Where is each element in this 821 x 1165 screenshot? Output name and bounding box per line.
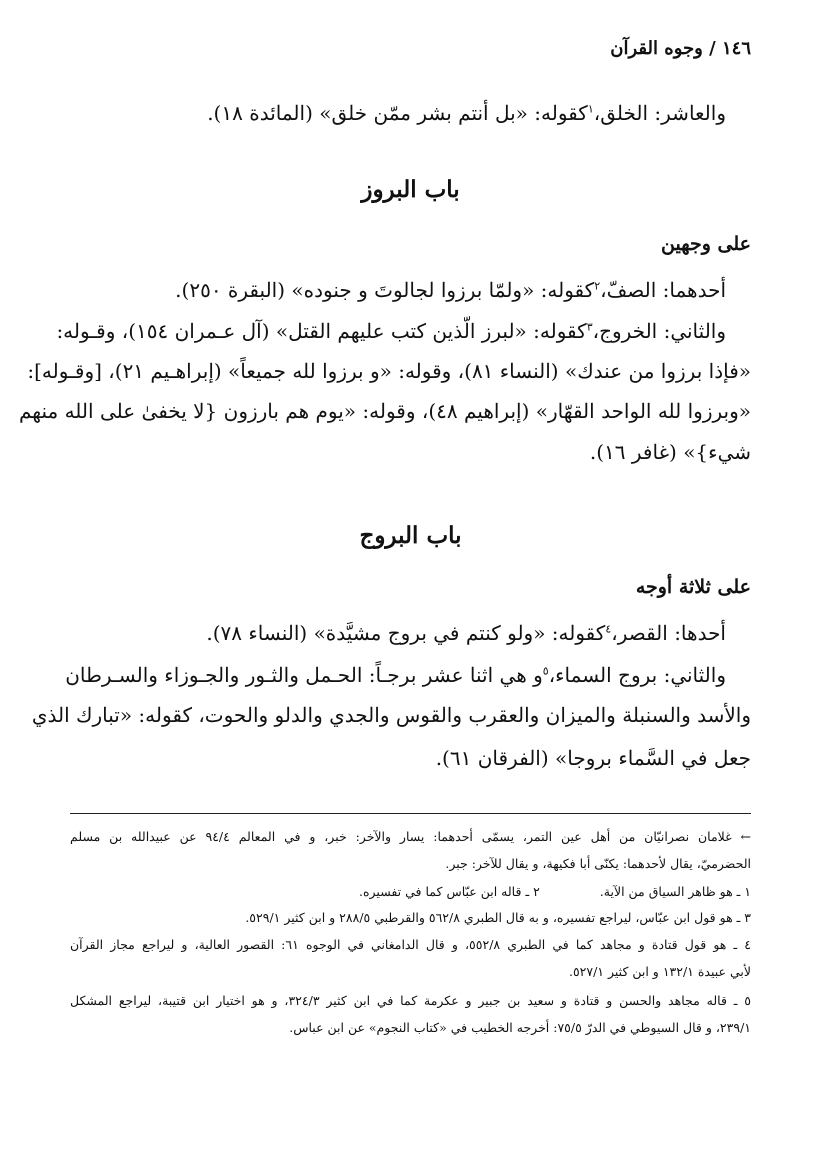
text-line-1 xyxy=(70,100,726,126)
text-line-5: «وبرزوا لله الواحد القهّار» (إبراهيم ٤٨)، وقوله: «يوم هم بارزون {لا يخفىٰ على الله منهم xyxy=(18,399,751,423)
section-heading-buruj: باب البروج xyxy=(359,522,462,549)
footnote-continued-line-1: ← غلامان نصرانيّان من أهل عين التمر، يسمّى أحدهما: يسار والآخر: خبر، و في المعالم ٩٤/٤ عن عبيدالله بن مسلم xyxy=(70,829,751,844)
text-line-2 xyxy=(70,277,726,303)
line-3-lead: والثاني: الخروج، xyxy=(592,319,726,343)
text-line-7 xyxy=(70,620,726,646)
text-line-3 xyxy=(56,318,726,344)
header-separator: / xyxy=(709,38,716,59)
footnote-ref-5: ٥ xyxy=(542,664,549,678)
footnote-5-line-2: ٢٣٩/١، و قال السيوطي في الدرّ ٧٥/٥: أخرجه الخطيب في «كتاب النجوم» عن ابن عباس. xyxy=(289,1020,751,1035)
footnote-ref-3: ٣ xyxy=(586,320,593,334)
footnote-divider xyxy=(70,813,751,814)
footnote-3: ٣ ـ هو قول ابن عبّاس، ليراجع تفسيره، و به قال الطبري ٥٦٢/٨ والقرطبي ٢٨٨/٥ و ابن كثير ٥٢٩/١. xyxy=(245,910,751,925)
page-number: ١٤٦ xyxy=(721,38,751,59)
footnote-ref-4: ٤ xyxy=(605,622,612,636)
line-7-lead: أحدها: القصر، xyxy=(611,621,726,645)
footnote-continued-line-2: الحضرميّ، يقال لأحدهما: يكنّى أبا فكيهة، و يقال للآخر: جبر. xyxy=(445,856,751,871)
line-7-rest: كقوله: «ولو كنتم في بروج مشيَّدة» (النساء ٧٨). xyxy=(206,621,606,645)
section-heading-buruz: باب البروز xyxy=(361,176,460,203)
text-line-9: والأسد والسنبلة والميزان والعقرب والقوس والجدي والدلو والحوت، كقوله: «تبارك الذي xyxy=(31,703,751,727)
line-2-lead: أحدهما: الصفّ، xyxy=(600,278,726,302)
subheading-two-aspects: على وجهين xyxy=(661,233,751,255)
book-title: وجوه القرآن xyxy=(610,38,703,59)
subheading-three-aspects: على ثلاثة أوجه xyxy=(635,576,751,598)
line-2-rest: كقوله: «ولمّا برزوا لجالوتَ و جنوده» (البقرة ٢٥٠). xyxy=(175,278,595,302)
line-3-rest: كقوله: «لبرز الّذين كتب عليهم القتل» (آل عـمران ١٥٤)، وقـوله: xyxy=(56,319,587,343)
footnote-ref-2: ٢ xyxy=(594,279,601,293)
footnote-1: ١ ـ هو ظاهر السياق من الآية. xyxy=(599,884,751,899)
footnote-4-line-1: ٤ ـ هو قول قتادة و مجاهد كما في الطبري ٥٥٢/٨، و قال الدامغاني في الوجوه ٦١: القصور العالية، و ليراجع مجاز القرآن xyxy=(70,937,751,952)
line-8-lead: والثاني: بروج السماء، xyxy=(548,663,726,687)
text-line-10: جعل في السَّماء بروجا» (الفرقان ٦١). xyxy=(435,746,751,770)
footnote-5-line-1: ٥ ـ قاله مجاهد والحسن و قتادة و سعيد بن جبير و عكرمة كما في ابن كثير ٣٢٤/٣، و هو اختيار ابن قتيبة، ليراجع المشكل xyxy=(70,993,751,1008)
footnote-2: ٢ ـ قاله ابن عبّاس كما في تفسيره. xyxy=(359,884,540,899)
text-line-4: «فإذا برزوا من عندك» (النساء ٨١)، وقوله: «و برزوا لله جميعاً» (إبراهـيم ٢١)، [وقـوله]: xyxy=(27,359,751,383)
running-header xyxy=(70,38,751,59)
text-line-6: شيء}» (غافر ١٦). xyxy=(589,440,751,464)
footnote-ref-1: ١ xyxy=(587,102,594,116)
line-1-rest: كقوله: «بل أنتم بشر ممّن خلق» (المائدة ١٨). xyxy=(207,101,588,125)
line-1-lead: والعاشر: الخلق، xyxy=(593,101,726,125)
text-line-8 xyxy=(65,662,726,688)
line-8-rest: و هي اثنا عشر برجـاً: الحـمل والثـور والجـوزاء والسـرطان xyxy=(65,663,543,687)
footnotes-1-2-row xyxy=(70,884,751,900)
footnote-4-line-2: لأبي عبيدة ١٣٢/١ و ابن كثير ٥٢٧/١. xyxy=(568,964,751,979)
